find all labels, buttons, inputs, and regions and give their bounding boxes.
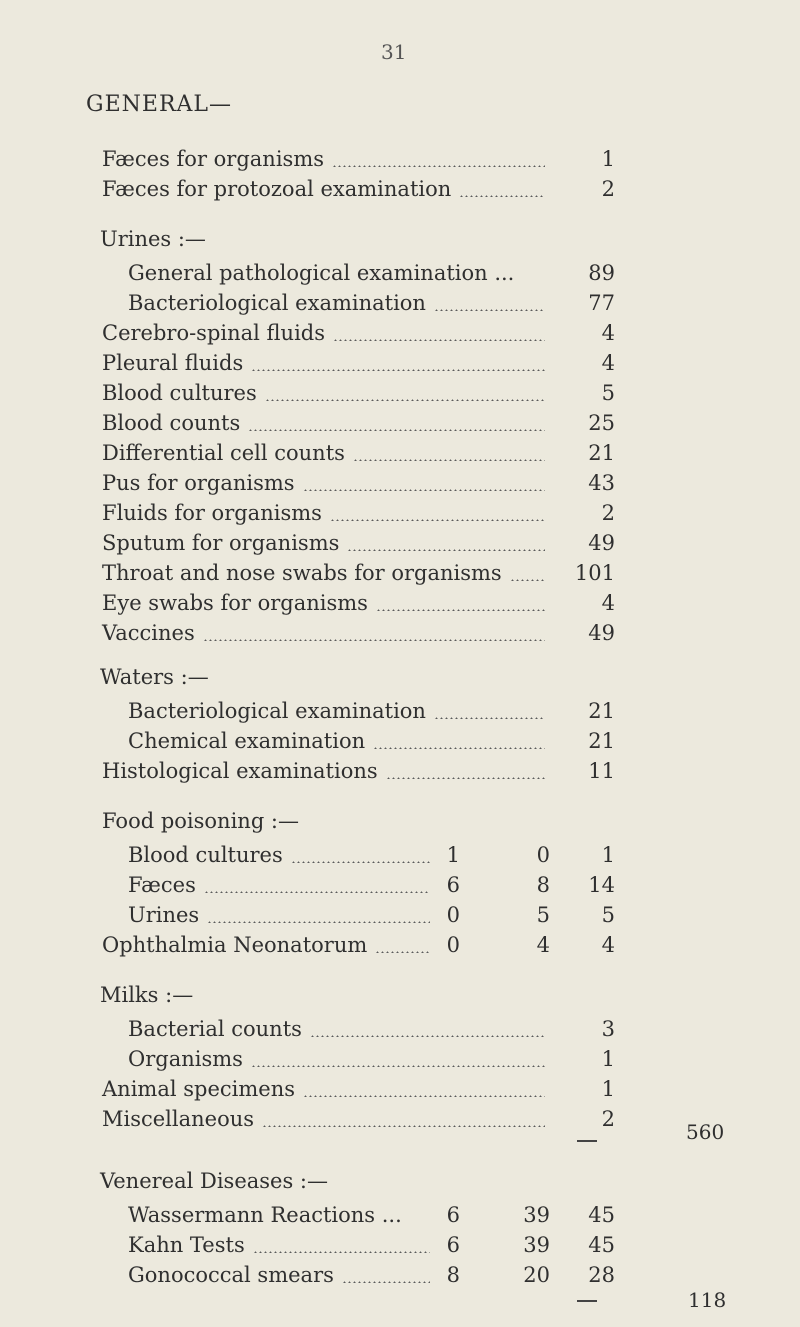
count-col-1: 0 <box>446 933 460 957</box>
leader-dots <box>342 1281 430 1283</box>
leader-dots <box>332 165 545 167</box>
line-total: 1 <box>601 843 615 867</box>
leader-dots <box>375 951 430 953</box>
count-col-2: 5 <box>536 903 550 927</box>
line-row <box>0 590 800 618</box>
line-total: 43 <box>588 471 615 495</box>
line-row <box>0 560 800 588</box>
line-total: 5 <box>601 903 615 927</box>
leader-dots <box>353 459 545 461</box>
line-row <box>0 1046 800 1074</box>
line-label: Fæces for organisms <box>102 147 325 171</box>
leader-dots <box>204 891 430 893</box>
line-row <box>0 320 800 348</box>
total-rule <box>577 1140 597 1142</box>
line-row <box>0 470 800 498</box>
line-label: Fæces for protozoal examination <box>102 177 452 201</box>
line-total: 14 <box>588 873 615 897</box>
page-number: 31 <box>381 40 407 64</box>
line-total: 49 <box>588 531 615 555</box>
line-total: 21 <box>588 729 615 753</box>
line-label: Food poisoning :— <box>102 809 300 833</box>
leader-dots <box>376 609 545 611</box>
line-label: Pus for organisms <box>102 471 295 495</box>
line-total: 25 <box>588 411 615 435</box>
vd-grand-total: 118 <box>688 1288 727 1312</box>
line-row <box>0 290 800 318</box>
line-row <box>0 808 800 836</box>
leader-dots <box>303 489 545 491</box>
leader-dots <box>248 429 545 431</box>
line-label: Fluids for organisms <box>102 501 322 525</box>
line-row <box>0 410 800 438</box>
leader-dots <box>434 717 545 719</box>
line-row <box>0 146 800 174</box>
line-label: Milks :— <box>100 983 194 1007</box>
leader-dots <box>373 747 545 749</box>
line-total: 89 <box>588 261 615 285</box>
total-rule <box>577 1300 597 1302</box>
leader-dots <box>459 195 545 197</box>
line-label: Fæces <box>128 873 196 897</box>
line-label: Blood counts <box>102 411 241 435</box>
line-label: Gonococcal smears <box>128 1263 334 1287</box>
count-col-1: 8 <box>446 1263 460 1287</box>
leader-dots <box>265 399 545 401</box>
line-row <box>0 1106 800 1134</box>
leader-dots <box>253 1251 430 1253</box>
line-row <box>0 350 800 378</box>
line-label: Blood cultures <box>128 843 283 867</box>
line-total: 21 <box>588 441 615 465</box>
line-label: Blood cultures <box>102 381 257 405</box>
line-total: 49 <box>588 621 615 645</box>
line-label: Urines :— <box>100 227 206 251</box>
line-row <box>0 500 800 528</box>
line-row <box>0 932 800 960</box>
line-row <box>0 380 800 408</box>
line-label: Organisms <box>128 1047 243 1071</box>
line-row <box>0 902 800 930</box>
line-total: 3 <box>601 1017 615 1041</box>
line-label: Histological examinations <box>102 759 378 783</box>
line-label: Cerebro-spinal fluids <box>102 321 326 345</box>
line-label: Venereal Diseases :— <box>100 1169 329 1193</box>
line-row <box>0 982 800 1010</box>
count-col-2: 8 <box>536 873 550 897</box>
line-label: Miscellaneous <box>102 1107 255 1131</box>
count-col-2: 0 <box>536 843 550 867</box>
line-total: 1 <box>601 1047 615 1071</box>
line-total: 11 <box>588 759 615 783</box>
line-label: Urines <box>128 903 200 927</box>
line-row <box>0 872 800 900</box>
leader-dots <box>251 1065 545 1067</box>
leader-dots <box>251 369 545 371</box>
section-heading: GENERAL— <box>86 92 233 117</box>
leader-dots <box>203 639 545 641</box>
line-label: Bacteriological examination <box>128 291 426 315</box>
count-col-2: 20 <box>523 1263 550 1287</box>
leader-dots <box>207 921 430 923</box>
line-label: Throat and nose swabs for organisms <box>102 561 502 585</box>
line-total: 21 <box>588 699 615 723</box>
line-total: 5 <box>601 381 615 405</box>
leader-dots <box>386 777 545 779</box>
line-row <box>0 530 800 558</box>
line-label: Vaccines <box>102 621 195 645</box>
line-row <box>0 620 800 648</box>
line-row <box>0 176 800 204</box>
line-total: 101 <box>574 561 615 585</box>
line-row <box>0 1232 800 1260</box>
leader-dots <box>347 549 545 551</box>
leader-dots <box>303 1095 545 1097</box>
count-col-2: 39 <box>523 1233 550 1257</box>
line-total: 77 <box>588 291 615 315</box>
leader-dots <box>333 339 545 341</box>
count-col-1: 1 <box>446 843 460 867</box>
line-label: Chemical examination <box>128 729 366 753</box>
leader-dots <box>291 861 430 863</box>
line-total: 4 <box>601 321 615 345</box>
leader-dots <box>510 579 545 581</box>
line-label: Wassermann Reactions ... <box>128 1203 402 1227</box>
line-label: Animal specimens <box>102 1077 295 1101</box>
line-label: Pleural fluids <box>102 351 244 375</box>
line-total: 4 <box>601 351 615 375</box>
line-total: 4 <box>601 933 615 957</box>
line-row <box>0 1202 800 1230</box>
line-label: Ophthalmia Neonatorum <box>102 933 368 957</box>
line-label: General pathological examination ... <box>128 261 515 285</box>
count-col-1: 6 <box>446 1203 460 1227</box>
line-row <box>0 698 800 726</box>
line-row <box>0 1168 800 1196</box>
leader-dots <box>330 519 545 521</box>
line-row <box>0 758 800 786</box>
line-row <box>0 842 800 870</box>
count-col-1: 6 <box>446 873 460 897</box>
line-total: 4 <box>601 591 615 615</box>
count-col-1: 6 <box>446 1233 460 1257</box>
line-total: 1 <box>601 147 615 171</box>
line-total: 45 <box>588 1233 615 1257</box>
line-total: 1 <box>601 1077 615 1101</box>
line-label: Eye swabs for organisms <box>102 591 368 615</box>
count-col-2: 4 <box>536 933 550 957</box>
line-label: Bacterial counts <box>128 1017 302 1041</box>
line-row <box>0 664 800 692</box>
general-grand-total: 560 <box>686 1120 725 1144</box>
leader-dots <box>262 1125 545 1127</box>
line-row <box>0 1076 800 1104</box>
leader-dots <box>310 1035 545 1037</box>
line-label: Waters :— <box>100 665 209 689</box>
line-label: Differential cell counts <box>102 441 345 465</box>
line-total: 2 <box>601 177 615 201</box>
line-label: Kahn Tests <box>128 1233 245 1257</box>
line-row <box>0 728 800 756</box>
line-row <box>0 1016 800 1044</box>
line-row <box>0 226 800 254</box>
line-total: 45 <box>588 1203 615 1227</box>
leader-dots <box>434 309 545 311</box>
line-label: Sputum for organisms <box>102 531 340 555</box>
line-total: 2 <box>601 501 615 525</box>
line-label: Bacteriological examination <box>128 699 426 723</box>
line-total: 28 <box>588 1263 615 1287</box>
count-col-1: 0 <box>446 903 460 927</box>
line-row <box>0 440 800 468</box>
line-row <box>0 260 800 288</box>
line-total: 2 <box>601 1107 615 1131</box>
line-row <box>0 1262 800 1290</box>
count-col-2: 39 <box>523 1203 550 1227</box>
